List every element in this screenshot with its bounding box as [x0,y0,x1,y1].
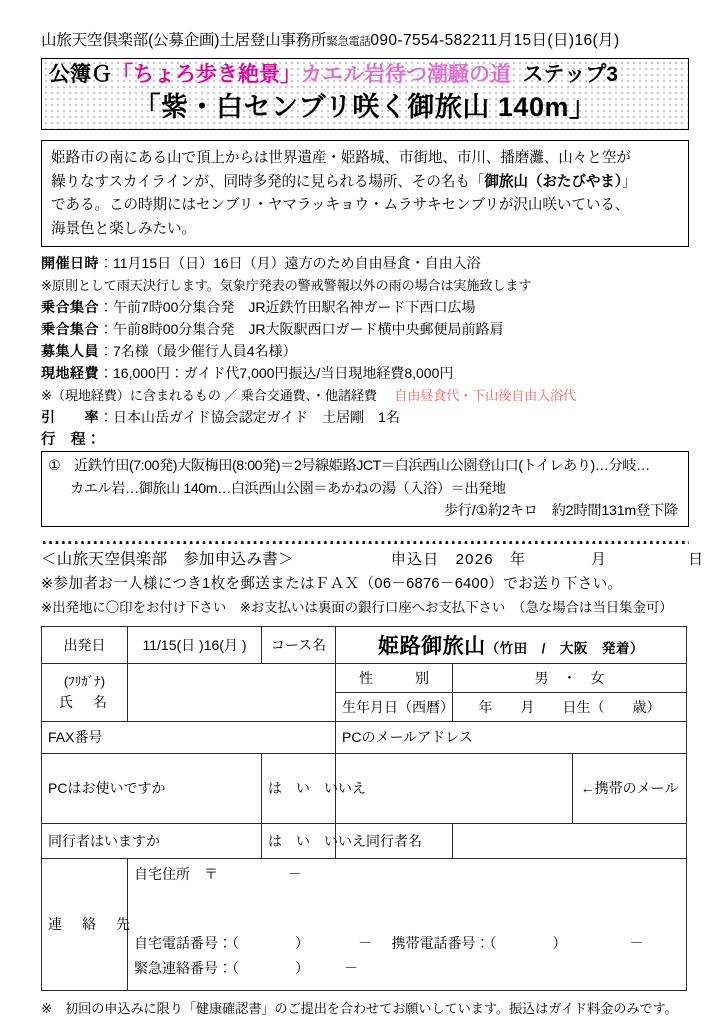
header-dates: 11月15日(日)16(月) [480,32,620,49]
detail-note-inclusions [41,385,689,406]
detail-value-guide: 日本山岳ガイド協会認定ガイド 土居剛 1名 [113,409,400,426]
cell-companion-yesno[interactable]: は い いいえ [262,823,336,858]
detail-row-capacity [41,341,689,362]
cell-contact-label [42,858,133,990]
detail-row-meeting-1 [41,297,689,318]
application-note-2: ※出発地に〇印をお付け下さい ※お支払いは裏面の銀行口座へお支払下さい （急な場合は当日集金可） [41,599,673,615]
contact-phone-fields [128,929,686,981]
cell-pc-mail-label[interactable]: PCのメールアドレス [336,721,687,753]
application-title: ＜山旅天空倶楽部 参加申込み書＞ [41,550,294,568]
course-name-text: 姫路御旅山 [378,634,486,658]
detail-note-excluded-red: 自由昼食代・下山後自由入浴代 [394,388,577,404]
contact-phone-row-1 [134,931,680,956]
cell-birth-label: 生年月日（西暦） [336,692,453,721]
detail-sep-2: ： [99,299,113,316]
cell-fax-label[interactable]: FAX番号 [42,721,336,753]
cell-departure-label: 出発日 [42,626,128,663]
detail-sep-4: ： [99,343,113,360]
detail-sep-0: ： [99,255,113,272]
itinerary-title: 行 程： [41,432,101,449]
emergency-phone-number: 090-7554-5822 [370,32,481,49]
table-row-contact [42,858,687,990]
cell-mobile-mail-note: ←携帯のメール [573,753,687,823]
itinerary-line-3: 歩行/①約2キロ 約2時間131m登下降 [443,503,678,520]
cell-name-label [42,663,128,721]
description-box [41,140,689,247]
detail-value-meeting-2: 午前8時00分集合発 JR大阪駅西口ガード横中央郵便局前路肩 [113,321,504,338]
cell-departure-value: 11/15(日 )16(月 ) [128,626,262,663]
table-row-departure [42,626,687,663]
description-line-1: 姫路市の南にある山で頂上からは世界遺産・姫路城、市街地、市川、播磨灘、山々と空が [51,150,631,166]
detail-row-guide [41,407,689,428]
mobile-phone-label[interactable]: 携帯電話番号：（ ） － [391,934,644,951]
detail-sep-5: ： [99,365,113,382]
title-banner [41,58,689,130]
emergency-phone-label: 緊急電話 [326,36,371,48]
description-line-3: である。この時期にはセンブリ・ヤマラッキョウ・ムラサキセンブリが沢山咲いている、 [51,197,630,214]
banner-step: ステップ3 [522,63,618,86]
itinerary-box [41,451,689,527]
cell-contact-fields [128,858,687,990]
application-form-table [41,626,687,991]
detail-row-meeting-2 [41,319,689,340]
footer-note: ※ 初回の申込みに限り「健康確認書」のご提出を合わせてお願いしています。振込はガイド料金のみです。 [41,1000,678,1016]
banner-line-2: 「紫・白センブリ咲く御旅山 140m」 [133,92,597,122]
trip-details [41,253,689,428]
cell-pc-yesno[interactable]: は い いいえ [262,753,336,823]
cell-companion-question: 同行者はいますか [42,823,262,858]
course-departure-options: （竹田 / 大阪 発着） [485,640,644,656]
contact-label-text: 連 絡 先 [48,916,133,933]
detail-sep-7: ： [99,409,113,426]
table-row-fax-mail [42,721,687,753]
description-line-2-pre: 繰りなすスカイラインが、同時多発的に見られる場所、その名も「 [51,173,485,190]
description-line-2-post: 」 [622,173,637,190]
detail-value-cost: 16,000円：ガイド代7,000円振込/当日現地経費8,000円 [113,365,454,382]
banner-tagline: 「ちょろ歩き絶景」 [112,63,301,86]
cell-gender-value[interactable]: 男 ・ 女 [453,663,687,692]
detail-sep-3: ： [99,321,113,338]
emergency-contact-label[interactable]: 緊急連絡番号：（ ） － [134,959,358,976]
description-line-2 [51,171,679,195]
home-phone-label[interactable]: 自宅電話番号：（ ） － [134,934,372,951]
cell-companion-name-label: 同行者名 [336,823,453,858]
detail-label-date: 開催日時 [41,255,99,272]
name-input-cell[interactable] [128,663,336,721]
detail-value-capacity: 7名様（最少催行人員4名様） [113,343,297,360]
cell-gender-label: 性 別 [336,663,453,692]
dotted-separator [41,534,689,544]
detail-value-meeting-1: 午前7時00分集合発 JR近鉄竹田駅名神ガード下西口広場 [113,299,476,316]
detail-label-meeting-1: 乗合集合 [41,299,99,316]
itinerary-line-1: ① 近鉄竹田(7:00発)大阪梅田(8:00発)＝2号線姫路JCT＝白浜西山公園登山口(トイレあり)…分岐… [48,458,650,475]
cell-companion-name-input[interactable] [453,823,687,858]
detail-note-inclusions-text: ※（現地経費）に含まれるもの ／ 乗合交通費、・他諸経費 [41,388,377,404]
detail-value-date: 11月15日（日）16日（月）遠方のため自由昼食・自由入浴 [113,255,481,272]
detail-note-weather: ※原則として雨天決行します。気象庁発表の警戒警報以外の雨の場合は実施致します [41,278,532,294]
detail-label-capacity: 募集人員 [41,343,99,360]
itinerary-line-2: カエル岩…御旅山 140m…白浜西山公園＝あかねの湯（入浴）＝出発地 [70,480,506,497]
name-label: 氏 名 [59,694,110,711]
table-row-companion [42,823,687,858]
home-address-label: 自宅住所 〒 － [134,865,302,882]
banner-course-code: 公簿Ｇ [49,63,112,86]
description-line-4: 海景色と楽しみたい。 [51,220,196,237]
detail-label-guide: 引 率 [41,409,99,426]
contact-phone-row-2 [134,956,680,981]
detail-label-meeting-2: 乗合集合 [41,321,99,338]
detail-row-cost [41,363,689,384]
organization-name: 山旅天空倶楽部(公募企画)土居登山事務所 [41,32,327,49]
cell-pc-question: PCはお使いですか [42,753,262,823]
application-note-1: ※参加者お一人様につき1枚を郵送またはＦＡＸ（06－6876－6400）でお送り下さい。 [41,575,623,592]
banner-line-1 [42,61,688,89]
detail-row-date [41,253,689,274]
table-row-pc-question [42,753,687,823]
furigana-label: (ﾌﾘｶﾞﾅ) [63,674,106,690]
banner-subtitle: カエル岩待つ潮騒の道 [301,63,511,86]
application-header [41,548,705,572]
cell-pc-mail-input[interactable] [336,753,573,823]
detail-label-cost: 現地経費 [41,365,99,382]
table-row-name-gender [42,663,687,692]
contact-address-field[interactable] [128,859,686,929]
application-date-field: 申込日 2026 年 月 日 [390,550,705,568]
mountain-name-emphasis: 御旅山（おたびやま） [484,173,622,190]
cell-birth-value[interactable]: 年 月 日生（ 歳） [453,692,687,721]
cell-course-name [336,626,687,663]
document-header-line [41,30,689,53]
cell-course-label: コース名 [262,626,336,663]
